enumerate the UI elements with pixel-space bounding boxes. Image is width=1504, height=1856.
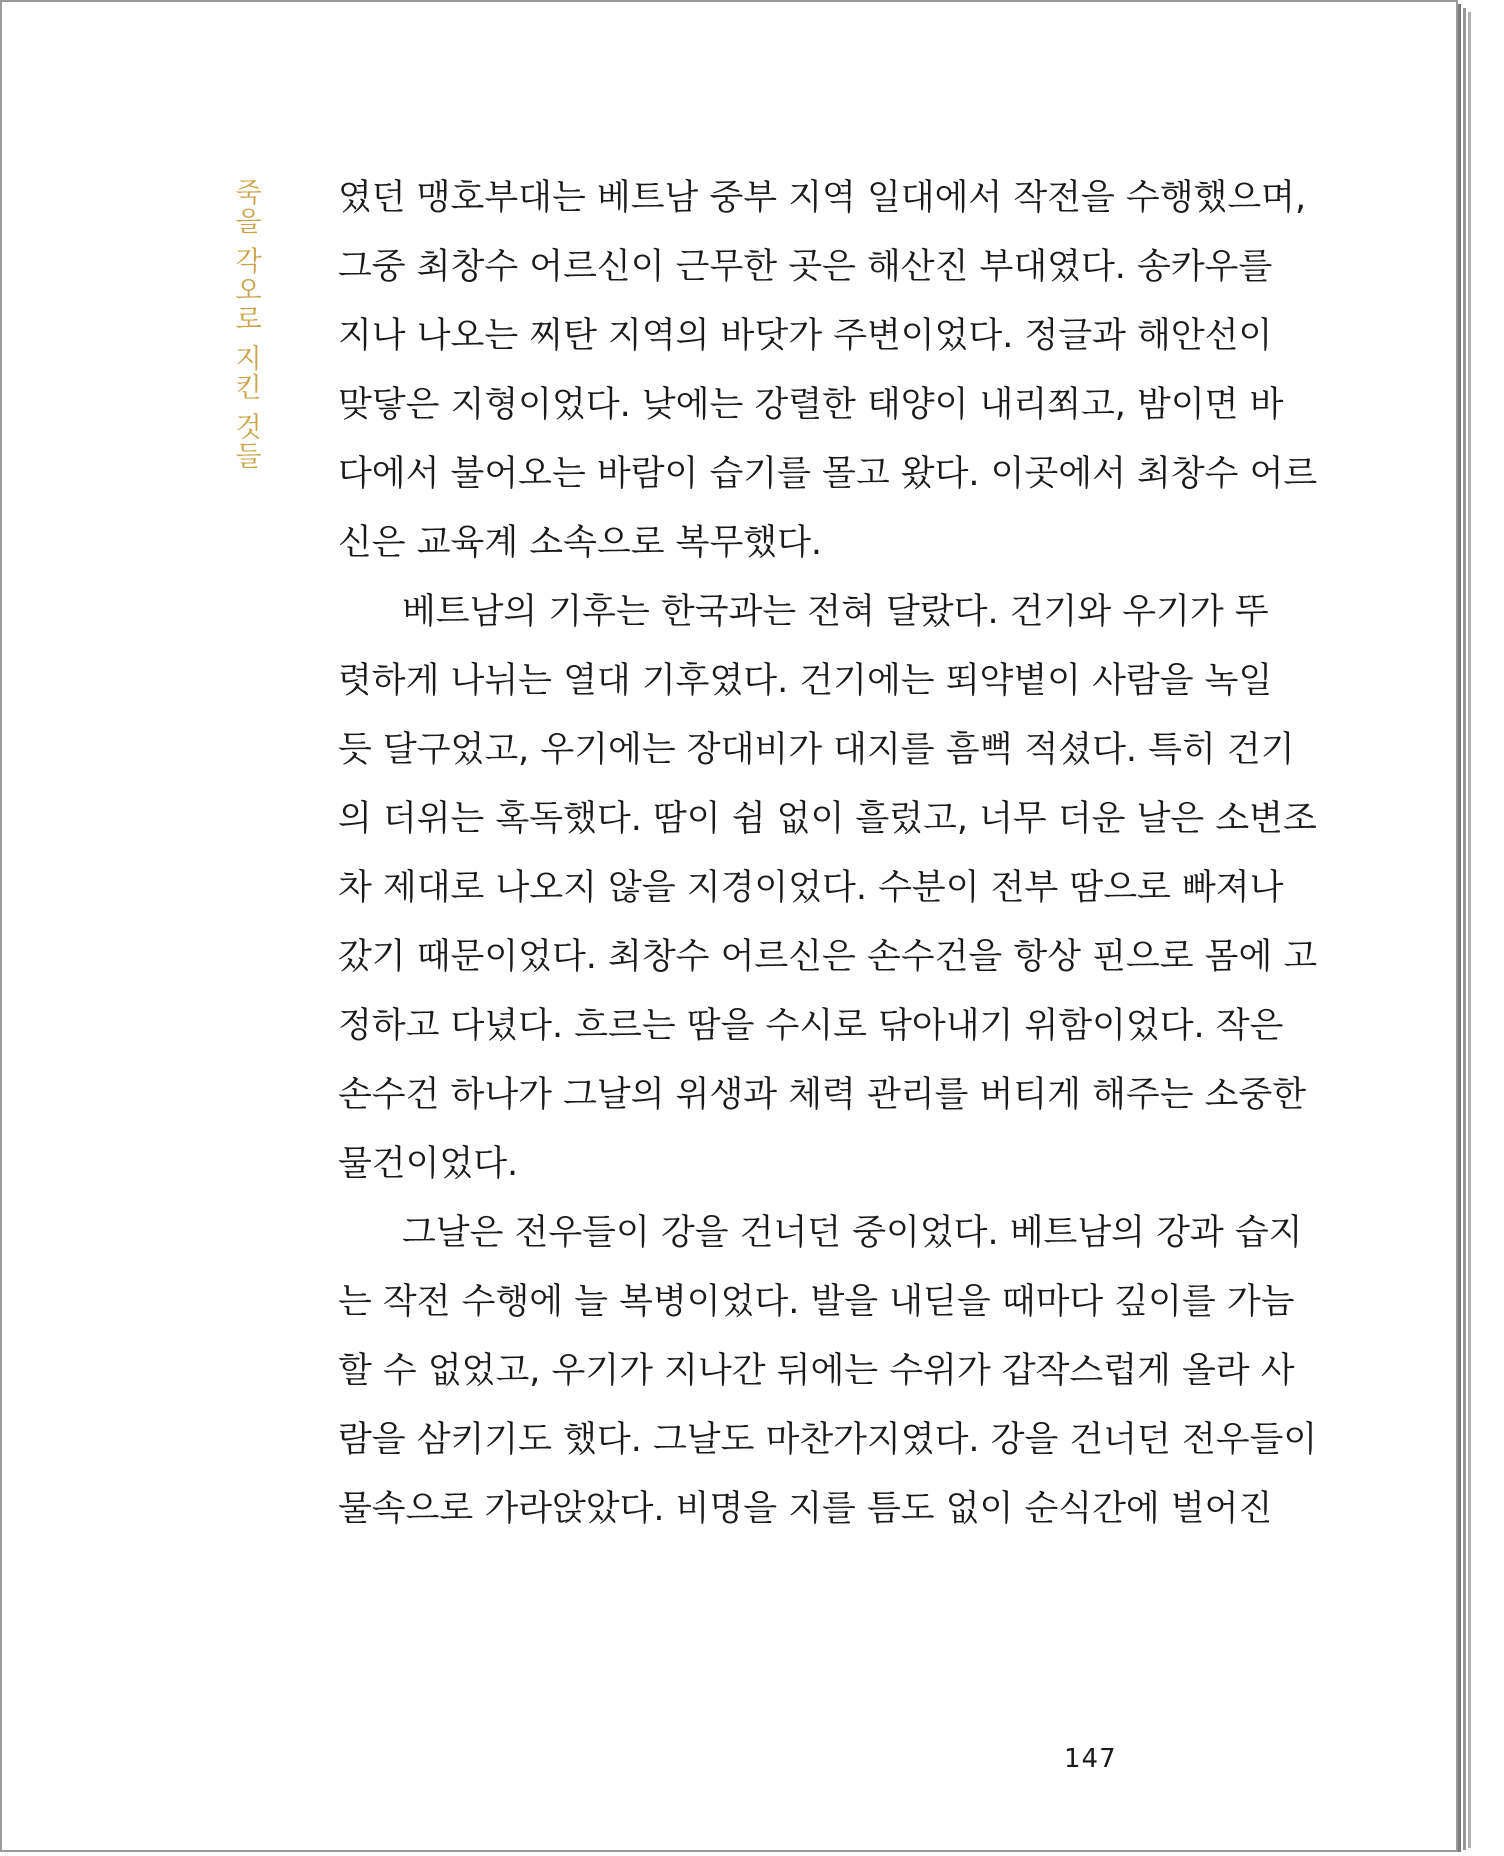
text-line: 손수건 하나가 그날의 위생과 체력 관리를 버티게 해주는 소중한 <box>338 1075 1307 1115</box>
text-line: 였던 맹호부대는 베트남 중부 지역 일대에서 작전을 수행했으며, <box>338 178 1307 218</box>
text-line: 다에서 불어오는 바람이 습기를 몰고 왔다. 이곳에서 최창수 어르 <box>338 454 1318 494</box>
text-line: 물속으로 가라앉았다. 비명을 지를 틈도 없이 순식간에 벌어진 <box>338 1489 1273 1529</box>
text-line: 할 수 없었고, 우기가 지나간 뒤에는 수위가 갑작스럽게 올라 사 <box>338 1351 1295 1391</box>
text-line: 렷하게 나뉘는 열대 기후였다. 건기에는 뙤약볕이 사람을 녹일 <box>338 661 1273 701</box>
text-line: 듯 달구었고, 우기에는 장대비가 대지를 흠뻑 적셨다. 특히 건기 <box>338 730 1295 770</box>
text-line: 람을 삼키기도 했다. 그날도 마찬가지였다. 강을 건너던 전우들이 <box>338 1420 1318 1460</box>
text-line: 는 작전 수행에 늘 복병이었다. 발을 내딛을 때마다 깊이를 가늠 <box>338 1282 1295 1322</box>
text-line: 그날은 전우들이 강을 건너던 중이었다. 베트남의 강과 습지 <box>402 1213 1303 1253</box>
text-line: 정하고 다녔다. 흐르는 땀을 수시로 닦아내기 위함이었다. 작은 <box>338 1006 1284 1046</box>
body-text <box>338 164 1318 1544</box>
page-stack-edge <box>1458 4 1461 1852</box>
page-stack-edge <box>1463 8 1466 1850</box>
text-line: 물건이었다. <box>338 1144 519 1184</box>
text-line: 의 더위는 혹독했다. 땀이 쉼 없이 흘렀고, 너무 더운 날은 소변조 <box>338 799 1317 839</box>
text-line: 신은 교육계 소속으로 복무했다. <box>338 523 823 563</box>
text-line: 차 제대로 나오지 않을 지경이었다. 수분이 전부 땀으로 빠져나 <box>338 868 1284 908</box>
text-line: 갔기 때문이었다. 최창수 어르신은 손수건을 항상 핀으로 몸에 고 <box>338 937 1318 977</box>
text-line: 지나 나오는 찌탄 지역의 바닷가 주변이었다. 정글과 해안선이 <box>338 316 1273 356</box>
text-line: 그중 최창수 어르신이 근무한 곳은 해산진 부대였다. 송카우를 <box>338 247 1273 287</box>
text-line: 베트남의 기후는 한국과는 전혀 달랐다. 건기와 우기가 뚜 <box>402 592 1269 632</box>
page-number: 147 <box>1064 1744 1117 1774</box>
running-head: 죽을 각오로 지킨 것들 <box>230 178 261 471</box>
page-stack-edge <box>1468 12 1471 1848</box>
text-line: 맞닿은 지형이었다. 낮에는 강렬한 태양이 내리쬐고, 밤이면 바 <box>338 385 1284 425</box>
